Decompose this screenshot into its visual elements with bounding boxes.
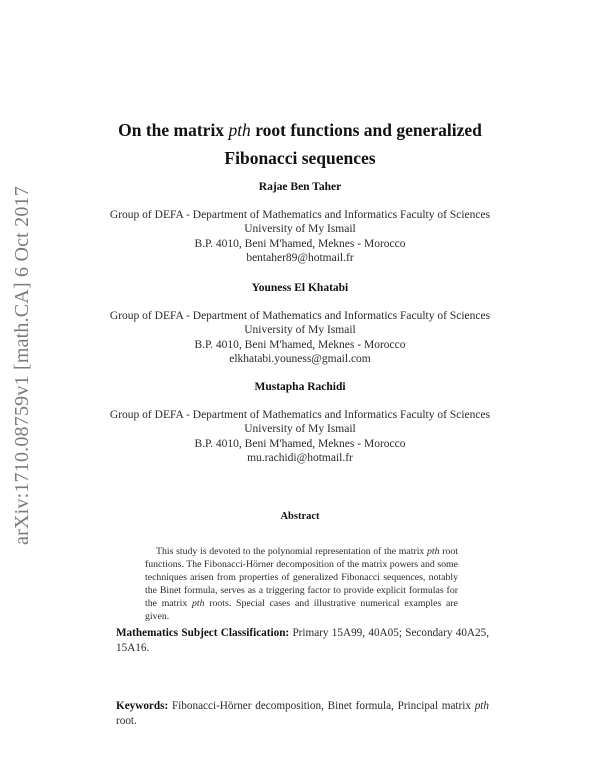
- author-name: Youness El Khatabi: [251, 282, 349, 294]
- abstract-heading: Abstract: [280, 511, 320, 522]
- msc-paragraph: [116, 626, 489, 655]
- author-name: Rajae Ben Taher: [258, 181, 342, 193]
- paper-title-line-2: Fibonacci sequences: [224, 148, 376, 168]
- author-block-3: [60, 380, 540, 466]
- arxiv-identifier: arXiv:1710.08759v1 [math.CA] 6 Oct 2017: [10, 185, 33, 545]
- author-email: elkhatabi.youness@gmail.com: [229, 353, 371, 365]
- arxiv-sidebar: [4, 180, 40, 550]
- author-address: B.P. 4010, Beni M'hamed, Meknes - Morocco: [194, 237, 406, 250]
- author-name: Mustapha Rachidi: [254, 381, 346, 393]
- author-email: bentaher89@hotmail.fr: [246, 252, 354, 264]
- msc-text: Primary 15A99, 40A05; Secondary 40A25, 15A16.: [116, 627, 490, 654]
- author-affiliation: Group of DEFA - Department of Mathematics and Informatics Faculty of Sciences: [109, 408, 491, 421]
- author-email: mu.rachidi@hotmail.fr: [247, 452, 353, 464]
- msc-label: Mathematics Subject Classification:: [116, 627, 290, 639]
- author-address: B.P. 4010, Beni M'hamed, Meknes - Morocco: [194, 338, 406, 351]
- author-address: B.P. 4010, Beni M'hamed, Meknes - Morocco: [194, 437, 406, 450]
- author-university: University of My Ismail: [244, 423, 356, 435]
- author-affiliation: Group of DEFA - Department of Mathematics and Informatics Faculty of Sciences: [109, 208, 491, 221]
- author-university: University of My Ismail: [244, 324, 356, 336]
- author-block-1: [60, 180, 540, 266]
- keywords-text: Fibonacci-Hörner decomposition, Binet formula, Principal matrix: [168, 700, 475, 712]
- keywords-paragraph: Keywords: Fibonacci-Hörner decomposition, Binet formula, Principal matrix pth root.: [116, 700, 489, 727]
- paper-title-line-1: On the matrix pth root functions and generalized: [118, 120, 482, 140]
- author-university: University of My Ismail: [244, 223, 356, 235]
- author-affiliation: Group of DEFA - Department of Mathematics and Informatics Faculty of Sciences: [109, 309, 491, 322]
- keywords-label: Keywords:: [116, 700, 169, 712]
- abstract-body: This study is devoted to the polynomial representation of the matrix pth root functions. The Fibonacci-Hörner decomposition of the matrix powers and some techniques arisen from properties of generalized Fibonacci sequences, notably the Binet formula, serves as a triggering factor to provide explicit formulas for the matrix pth roots. Special cases and illustrative numerical examples are given.: [145, 546, 459, 622]
- author-block-2: [60, 281, 540, 367]
